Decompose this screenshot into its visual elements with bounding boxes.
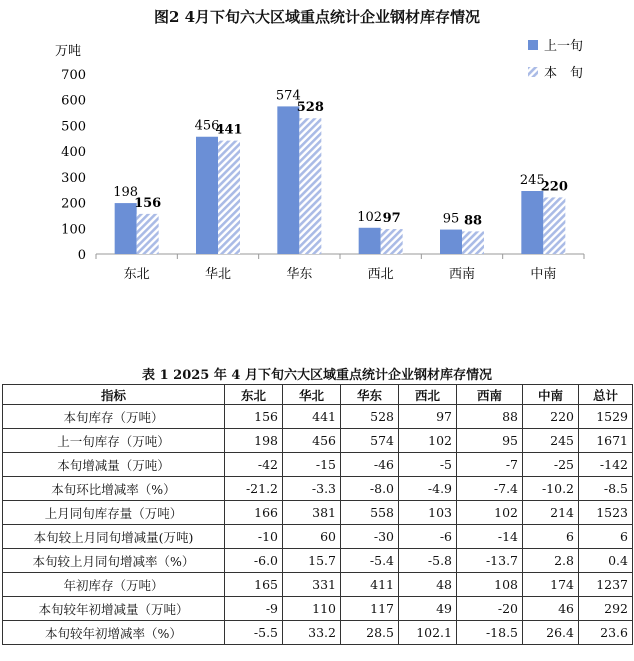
table-cell: 1237	[579, 573, 633, 597]
table-cell: 1529	[579, 405, 633, 429]
table-cell: 28.5	[341, 621, 399, 645]
table-cell: 220	[523, 405, 579, 429]
x-tick-label: 中南	[530, 267, 557, 282]
data-label: 528	[296, 100, 324, 116]
header-zhongnan: 中南	[523, 385, 579, 405]
table-cell: -3.3	[283, 477, 341, 501]
bar-previous	[440, 230, 462, 254]
table-cell: 245	[523, 429, 579, 453]
table-cell: 198	[225, 429, 283, 453]
table-cell: -42	[225, 453, 283, 477]
x-tick-label: 东北	[123, 267, 150, 282]
table-row	[3, 525, 633, 549]
y-tick-label: 600	[61, 93, 86, 109]
table-cell: 6	[579, 525, 633, 549]
header-xinan: 西南	[457, 385, 523, 405]
table-cell: 26.4	[523, 621, 579, 645]
bar-previous	[521, 191, 543, 254]
bar-previous	[196, 137, 218, 254]
table-cell: 6	[523, 525, 579, 549]
table-row	[3, 549, 633, 573]
row-label: 本旬较年初增减率（%）	[3, 621, 225, 645]
x-tick-label: 华东	[286, 267, 313, 282]
x-tick-label: 西北	[367, 267, 394, 282]
row-label: 上一旬库存（万吨）	[3, 429, 225, 453]
table-cell: 88	[457, 405, 523, 429]
chart-title: 图2 4月下旬六大区域重点统计企业钢材库存情况	[153, 8, 481, 26]
table-row	[3, 429, 633, 453]
y-tick-label: 0	[77, 248, 86, 263]
table-row	[3, 501, 633, 525]
table-cell: 1523	[579, 501, 633, 525]
y-tick-label: 300	[61, 170, 86, 186]
table-title: 表 1 2025 年 4 月下旬六大区域重点统计企业钢材库存情况	[142, 368, 492, 383]
bar-chart	[0, 0, 634, 300]
table-cell: -15	[283, 453, 341, 477]
table-cell: -13.7	[457, 549, 523, 573]
table-cell: 456	[283, 429, 341, 453]
table-cell: -7.4	[457, 477, 523, 501]
bar-current	[137, 214, 159, 254]
table-cell: 23.6	[579, 621, 633, 645]
row-label: 本旬较年初增减量（万吨）	[3, 597, 225, 621]
row-label: 本旬环比增减率（%）	[3, 477, 225, 501]
table-cell: -9	[225, 597, 283, 621]
bar-previous	[359, 228, 381, 254]
table-cell: -30	[341, 525, 399, 549]
table-cell: 381	[283, 501, 341, 525]
table-body	[3, 405, 633, 645]
table-cell: 166	[225, 501, 283, 525]
bar-current	[218, 141, 240, 254]
header-huabei: 华北	[283, 385, 341, 405]
table-cell: 165	[225, 573, 283, 597]
table-cell: 46	[523, 597, 579, 621]
table-cell: 110	[283, 597, 341, 621]
table-cell: -6	[399, 525, 457, 549]
table-cell: -10	[225, 525, 283, 549]
table-cell: -25	[523, 453, 579, 477]
row-label: 本旬库存（万吨）	[3, 405, 225, 429]
table-cell: 103	[399, 501, 457, 525]
data-label: 156	[134, 195, 162, 211]
table-cell: 2.8	[523, 549, 579, 573]
table-cell: -8.0	[341, 477, 399, 501]
row-label: 年初库存（万吨）	[3, 573, 225, 597]
table-row	[3, 453, 633, 477]
table-row	[3, 477, 633, 501]
bar-current	[462, 231, 484, 254]
row-label: 本旬增减量（万吨）	[3, 453, 225, 477]
row-label: 本旬较上月同旬增减量(万吨)	[3, 525, 225, 549]
table-cell: -7	[457, 453, 523, 477]
data-label: 574	[275, 88, 301, 104]
table-cell: 117	[341, 597, 399, 621]
table-cell: 528	[341, 405, 399, 429]
table-cell: -5.5	[225, 621, 283, 645]
x-tick-label: 西南	[448, 267, 476, 282]
table-cell: 331	[283, 573, 341, 597]
legend-swatch	[528, 40, 538, 50]
data-label: 198	[113, 185, 139, 201]
table-cell: 97	[399, 405, 457, 429]
row-label: 上月同旬库存量（万吨）	[3, 501, 225, 525]
data-label: 88	[463, 213, 483, 229]
data-label: 95	[442, 211, 460, 227]
table-cell: 441	[283, 405, 341, 429]
table-cell: 15.7	[283, 549, 341, 573]
bar-current	[381, 229, 403, 254]
table-cell: -4.9	[399, 477, 457, 501]
table-cell: 292	[579, 597, 633, 621]
row-label: 本旬较上月同旬增减率（%）	[3, 549, 225, 573]
table-row	[3, 405, 633, 429]
table-cell: 33.2	[283, 621, 341, 645]
table-cell: -5.8	[399, 549, 457, 573]
table-cell: 574	[341, 429, 399, 453]
table-cell: 1671	[579, 429, 633, 453]
inventory-table	[2, 384, 633, 645]
table-cell: 214	[523, 501, 579, 525]
y-tick-label: 400	[61, 145, 86, 161]
legend-swatch	[528, 67, 538, 77]
bar-current	[543, 197, 565, 254]
header-huadong: 华东	[341, 385, 399, 405]
table-cell: 411	[341, 573, 399, 597]
y-tick-label: 500	[61, 119, 86, 135]
table-cell: 102	[457, 501, 523, 525]
table-row	[3, 573, 633, 597]
table-cell: 558	[341, 501, 399, 525]
table-row	[3, 621, 633, 645]
table-cell: -5	[399, 453, 457, 477]
table-cell: -5.4	[341, 549, 399, 573]
table-cell: -142	[579, 453, 633, 477]
table-cell: -21.2	[225, 477, 283, 501]
table-cell: 102	[399, 429, 457, 453]
data-label: 97	[382, 211, 401, 227]
y-tick-label: 100	[61, 222, 86, 238]
table-cell: -14	[457, 525, 523, 549]
table-cell: -18.5	[457, 621, 523, 645]
y-tick-label: 200	[61, 196, 86, 212]
table-row	[3, 597, 633, 621]
x-tick-label: 华北	[204, 267, 232, 282]
bar-current	[299, 118, 321, 254]
table-header-row	[3, 385, 633, 405]
header-total: 总计	[579, 385, 633, 405]
header-indicator: 指标	[3, 385, 225, 405]
table-cell: -8.5	[579, 477, 633, 501]
bar-previous	[277, 106, 299, 254]
data-label: 441	[215, 122, 243, 138]
table-cell: 49	[399, 597, 457, 621]
data-label: 456	[194, 118, 220, 134]
table-cell: 0.4	[579, 549, 633, 573]
table-cell: 174	[523, 573, 579, 597]
table-cell: 108	[457, 573, 523, 597]
table-cell: -6.0	[225, 549, 283, 573]
table-cell: 60	[283, 525, 341, 549]
table-cell: 102.1	[399, 621, 457, 645]
header-xibei: 西北	[399, 385, 457, 405]
table-cell: 95	[457, 429, 523, 453]
data-label: 220	[540, 179, 568, 195]
table-cell: 48	[399, 573, 457, 597]
y-tick-label: 700	[61, 68, 86, 83]
header-dongbei: 东北	[225, 385, 283, 405]
table-cell: -10.2	[523, 477, 579, 501]
table-cell: -20	[457, 597, 523, 621]
table-cell: 156	[225, 405, 283, 429]
data-label: 102	[357, 209, 383, 225]
y-axis-label: 万吨	[54, 44, 82, 59]
legend-label: 上一旬	[544, 39, 584, 54]
legend-label: 本 旬	[544, 66, 584, 81]
data-label: 245	[519, 173, 545, 188]
chart-container	[0, 0, 634, 300]
table-cell: -46	[341, 453, 399, 477]
